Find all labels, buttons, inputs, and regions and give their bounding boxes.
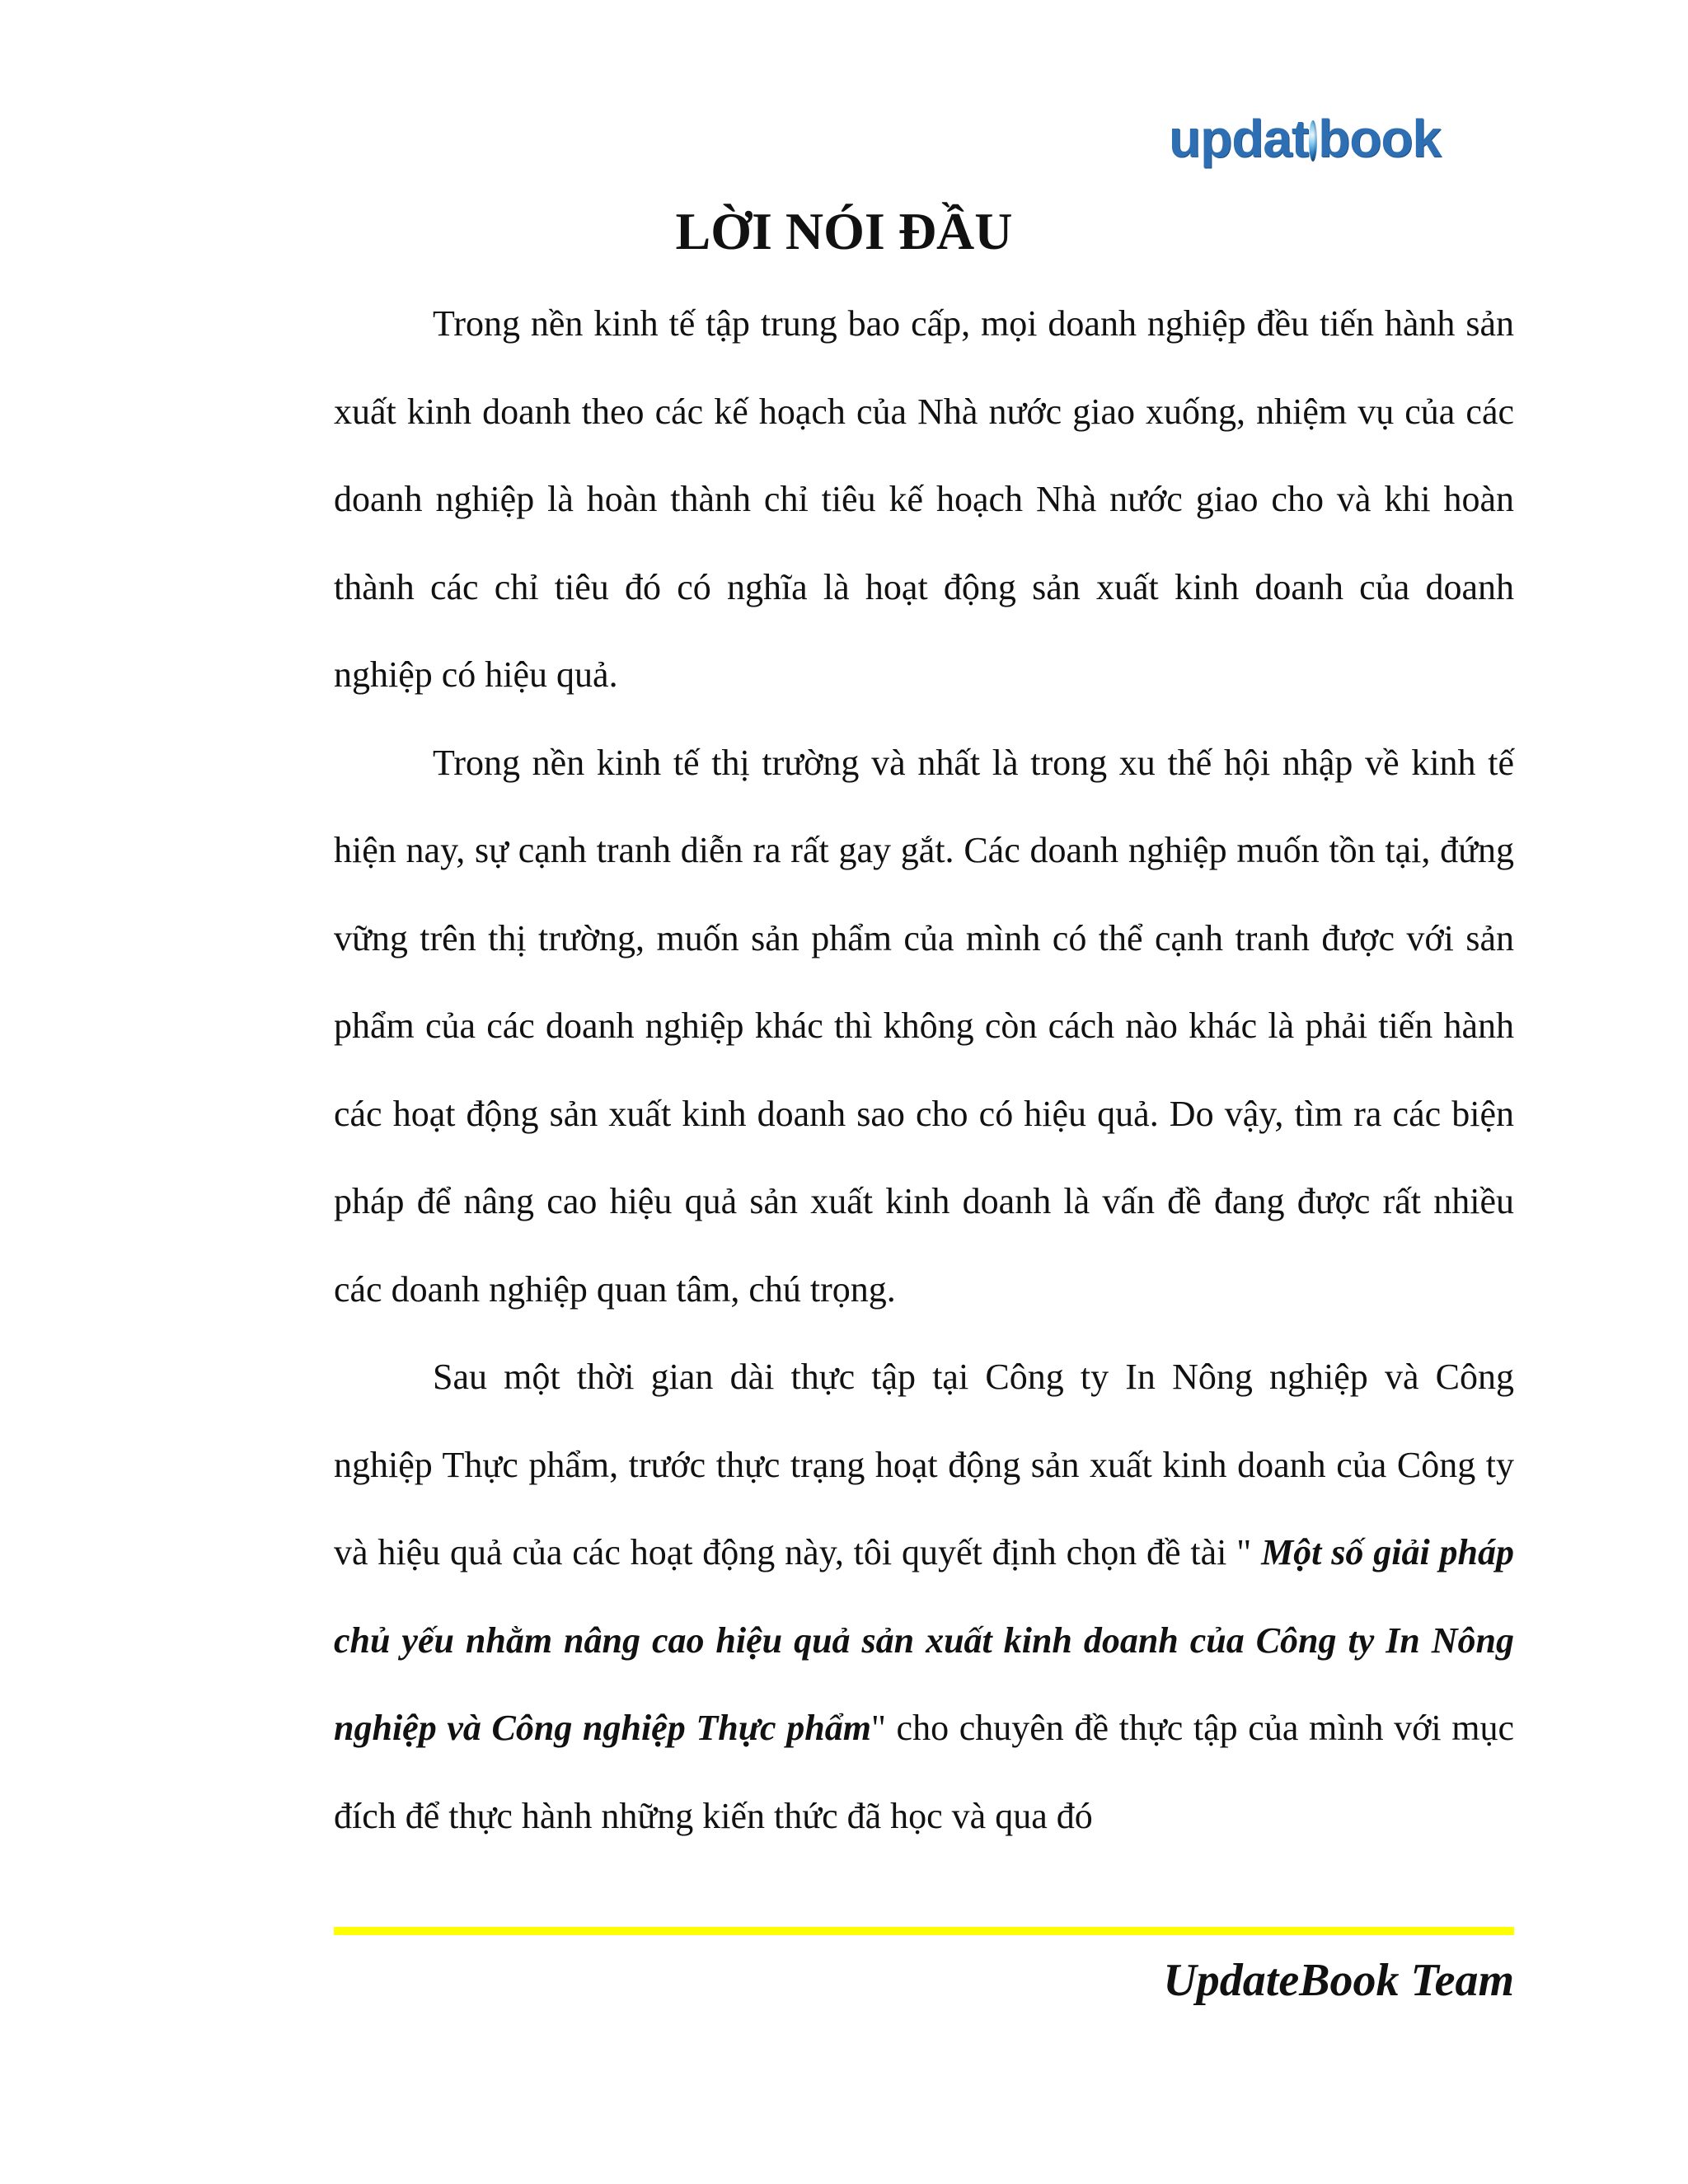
paragraph-2: Trong nền kinh tế thị trường và nhất là trong xu thế hội nhập về kinh tế hiện nay, sự cạnh tranh diễn ra rất gay gắt. Các doanh nghiệp muốn tồn tại, đứng vững trên thị trường, muốn sản phẩm của mình có thể cạnh tranh được với sản phẩm của các doanh nghiệp khác thì không còn cách nào khác là phải tiến hành các hoạt động sản xuất kinh doanh sao cho có hiệu quả. Do vậy, tìm ra các biện pháp để nâng cao hiệu quả sản xuất kinh doanh là vấn đề đang được rất nhiều các doanh nghiệp quan tâm, chú trọng. [334,742,1514,1310]
footer-team-name: UpdateBook Team [1163,1955,1514,2006]
page-title: LỜI NÓI ĐẦU [675,202,1013,260]
logo-text-right: book [1318,109,1441,168]
thesis-topic-title: Một số giải pháp chủ yếu nhằm nâng cao hiệu quả sản xuất kinh doanh của Công ty In Nông nghiệp và Công nghiệp Thực phẩm [334,1532,1515,1748]
globe-icon [1309,120,1317,162]
paragraph-1: Trong nền kinh tế tập trung bao cấp, mọi doanh nghiệp đều tiến hành sản xuất kinh doanh theo các kế hoạch của Nhà nước giao xuống, nhiệm vụ của các doanh nghiệp là hoàn thành chỉ tiêu kế hoạch Nhà nước giao cho và khi hoàn thành các chỉ tiêu đó có nghĩa là hoạt động sản xuất kinh doanh của doanh nghiệp có hiệu quả. [334,303,1514,695]
paragraph-3-continuation: " cho chuyên đề thực tập của mình với mục đích để thực hành những kiến thức đã học và qua đó [334,1708,1515,1836]
updatebook-logo [1169,105,1441,171]
logo-text-left: updat [1169,109,1309,168]
footer-divider [334,1927,1514,1935]
document-body [334,280,1514,1860]
paragraph-3 [334,1333,1514,1860]
paragraph-3-intro: Sau một thời gian dài thực tập tại Công ty In Nông nghiệp và Công nghiệp Thực phẩm, trước thực trạng hoạt động sản xuất kinh doanh của Công ty và hiệu quả của các hoạt động này, tôi quyết định chọn đề tài " [334,1357,1514,1572]
